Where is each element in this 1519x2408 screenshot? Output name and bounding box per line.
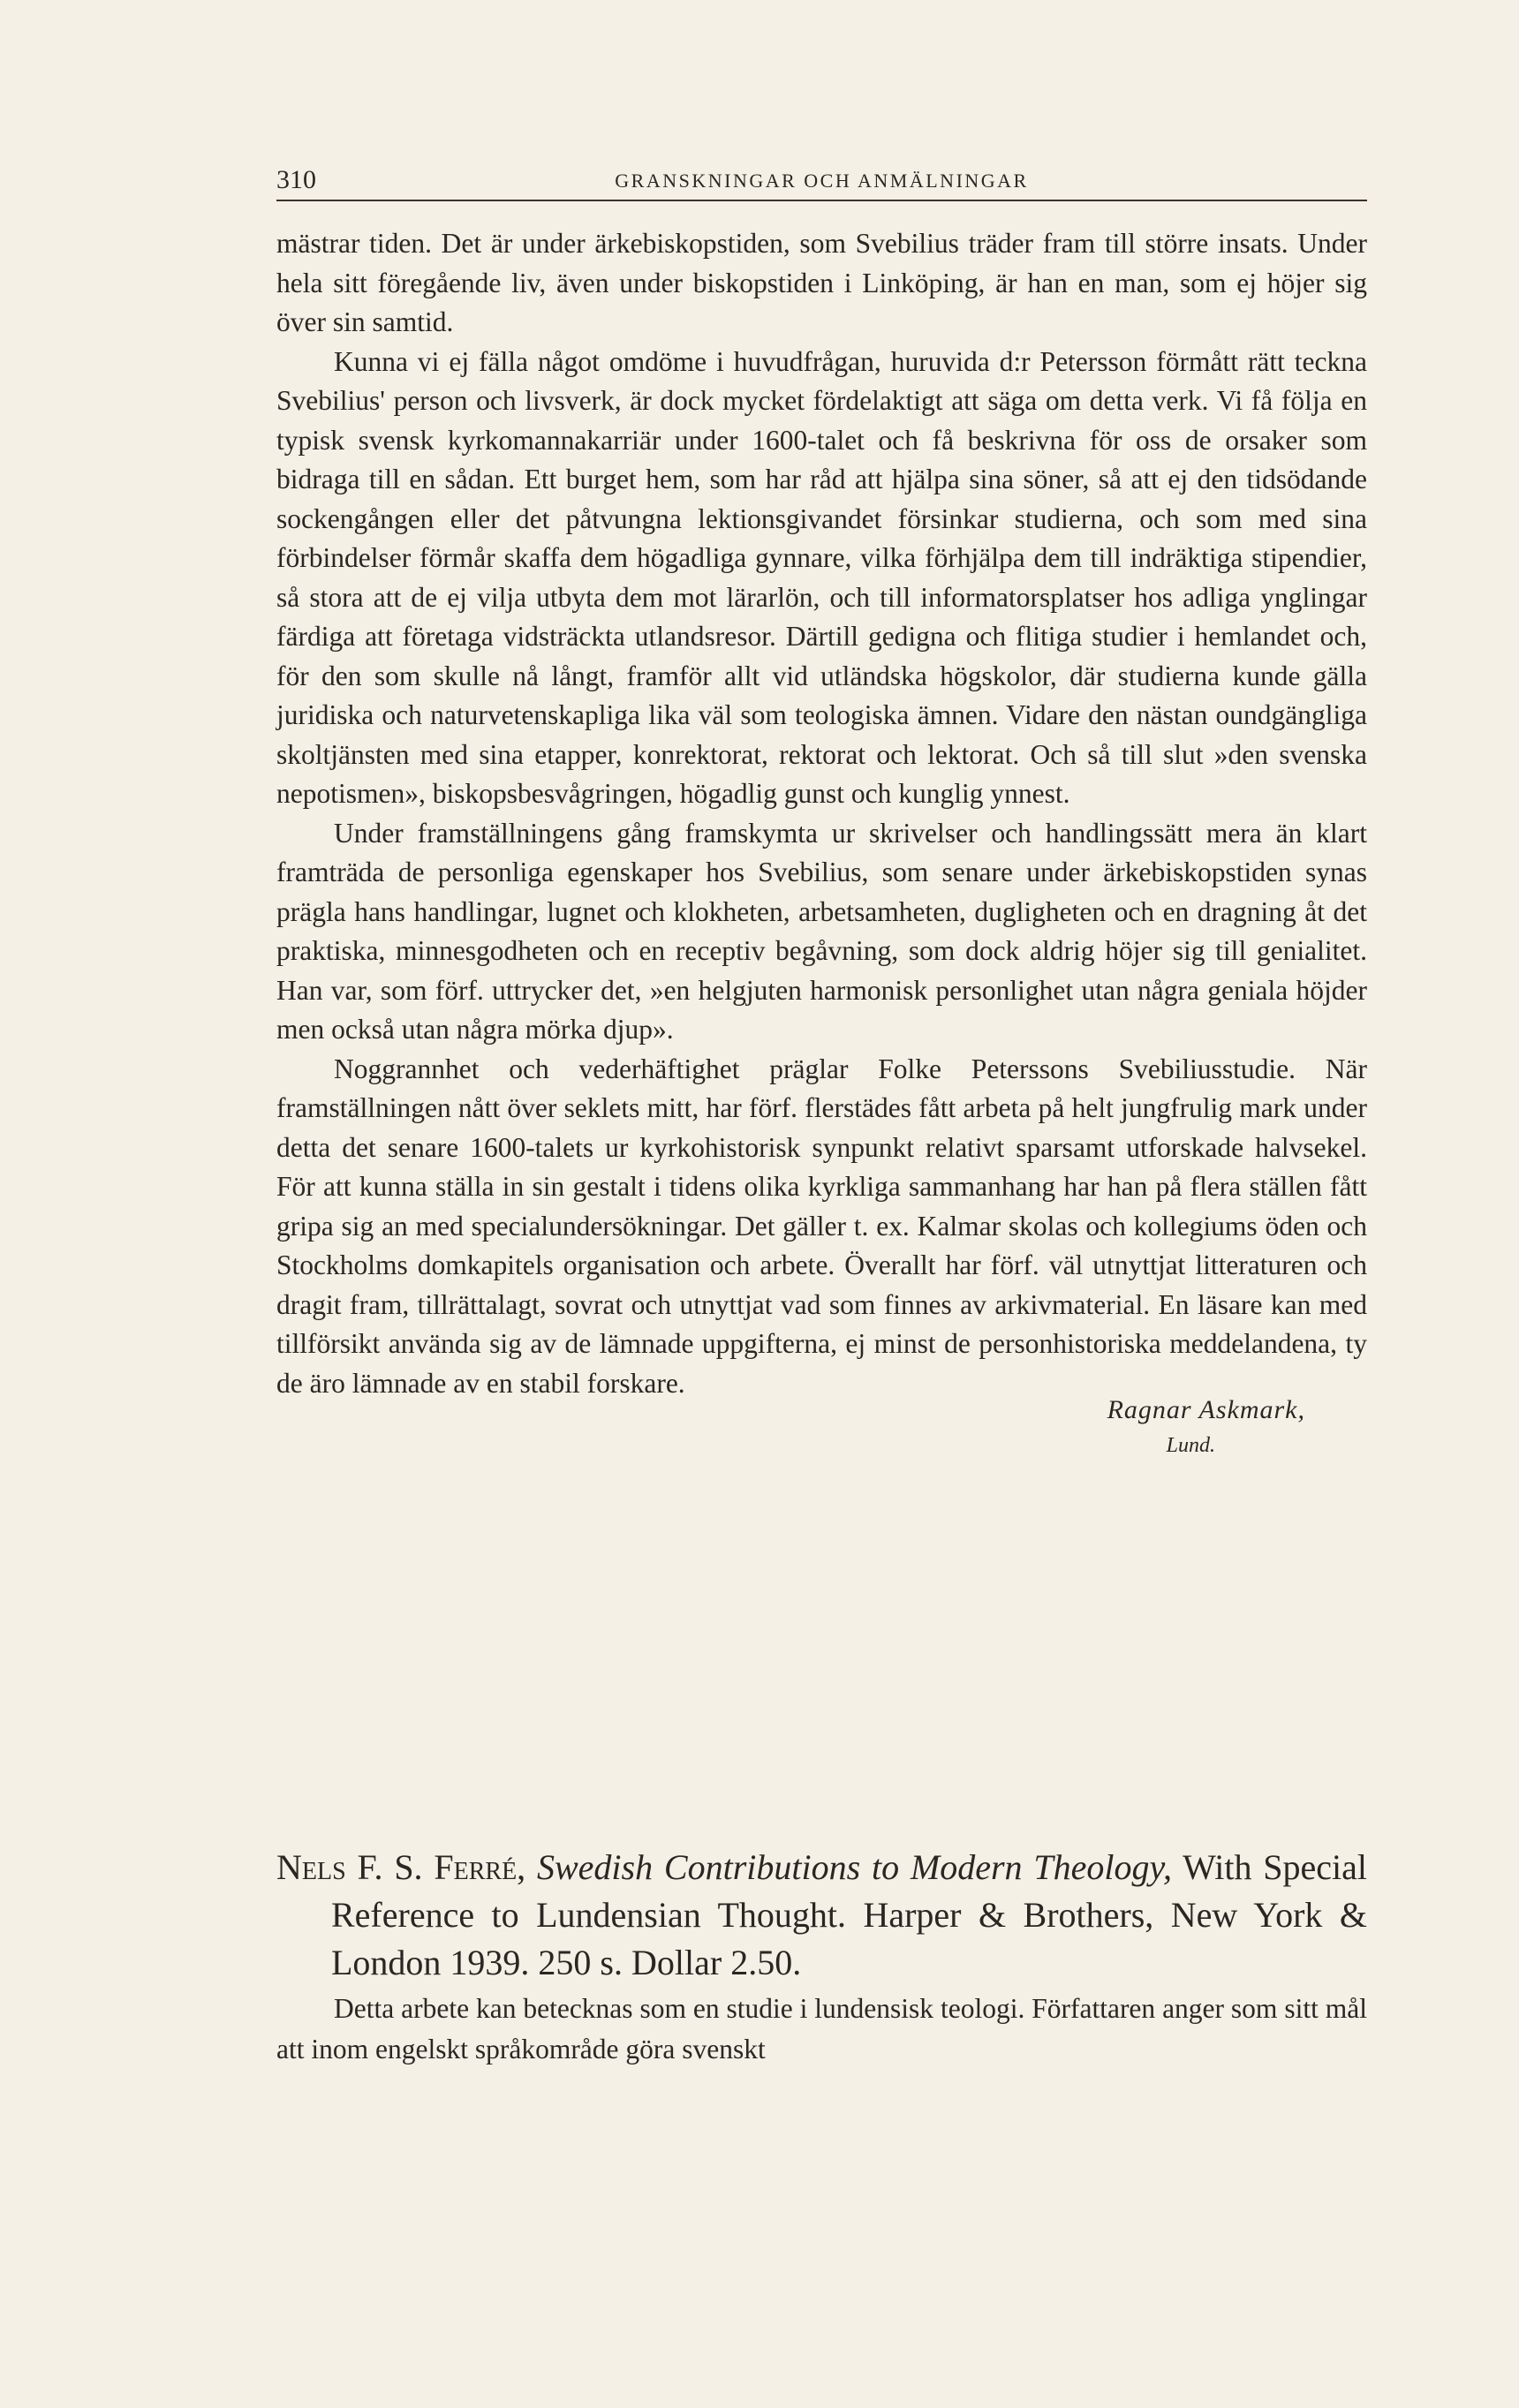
review-2-paragraph: Detta arbete kan betecknas som en studie i lundensisk teologi. Författaren anger som sitt mål att inom engelskt språkområde göra svenskt	[276, 1993, 1367, 2065]
running-head: GRANSKNINGAR OCH ANMÄLNINGAR	[615, 170, 1029, 192]
book-title: Swedish Contributions to Modern Theology,	[536, 1847, 1172, 1887]
paragraph-1: mästrar tiden. Det är under ärkebiskopstiden, som Svebilius träder fram till större insats. Under hela sitt föregående liv, även under biskopstiden i Linköping, är han en man, som ej höjer sig över sin samtid.	[276, 228, 1367, 337]
review-2-body	[276, 1989, 1367, 2070]
review-2-heading	[276, 1844, 1367, 1987]
paragraph-3: Under framställningens gång framskymta ur skrivelser och handlingssätt mera än klart framträda de personliga egenskaper hos Svebilius, som senare under ärkebiskopstiden synas prägla hans handlingar, lugnet och klokheten, arbetsamheten, dugligheten och en dragning åt det praktiska, minnesgodheten och en receptiv begåvning, som dock aldrig höjer sig till genialitet. Han var, som förf. uttrycker det, »en helgjuten harmonisk personlighet utan några geniala höjder men också utan några mörka djup».	[276, 817, 1367, 1045]
page-header	[276, 164, 1367, 201]
page-number: 310	[276, 165, 316, 194]
book-details: With Special Reference to Lundensian Thought. Harper & Brothers, New York & London 1939. 250 s. Dollar 2.50.	[331, 1847, 1368, 1982]
review-1	[276, 224, 1367, 1461]
reviewer-place: Lund.	[1166, 1434, 1215, 1457]
reviewer-signature: Ragnar Askmark,	[1107, 1395, 1305, 1424]
paragraph-2: Kunna vi ej fälla något omdöme i huvudfrågan, huruvida d:r Petersson förmått rätt teckna Svebilius' person och livsverk, är dock mycket fördelaktigt att säga om detta verk. Vi få följa en typisk svensk kyrkomannakarriär under 1600-talet och få beskrivna för oss de orsaker som bidraga till en sådan. Ett burget hem, som har råd att hjälpa sina söner, så att ej den tidsödande sockengången eller det påtvungna lektionsgivandet försinkar studierna, och som med sina förbindelser förmår skaffa dem högadliga gynnare, vilka förhjälpa dem till indräktiga stipendier, så stora att de ej vilja utbyta dem mot lärarlön, och till informatorsplatser hos adliga ynglingar färdiga att företaga vidsträckta utlandsresor. Därtill gedigna och flitiga studier i hemlandet och, för den som skulle nå långt, framför allt vid utländska högskolor, där studierna kunde gälla juridiska och naturvetenskapliga lika väl som teologiska ämnen. Vidare den nästan oundgängliga skoltjänsten med sina etapper, konrektorat, rektorat och lektorat. Och så till slut »den svenska nepotismen», biskopsbesvågringen, högadlig gunst och kunglig ynnest.	[276, 345, 1367, 809]
book-author: Nels F. S. Ferré,	[276, 1847, 526, 1887]
paragraph-4: Noggrannhet och vederhäftighet präglar Folke Peterssons Svebiliusstudie. När framställningen nått över seklets mitt, har förf. flerstädes fått arbeta på helt jungfrulig mark under detta det senare 1600-talets ur kyrkohistorisk synpunkt relativt sparsamt utforskade halvsekel. För att kunna ställa in sin gestalt i tidens olika kyrkliga sammanhang har han på flera ställen fått gripa sig an med specialundersökningar. Det gäller t. ex. Kalmar skolas och kollegiums öden och Stockholms domkapitels organisation och arbete. Överallt har förf. väl utnyttjat litteraturen och dragit fram, tillrättalagt, sovrat och utnyttjat vad som finnes av arkivmaterial. En läsare kan med tillförsikt använda sig av de lämnade uppgifterna, ej minst de personhistoriska meddelandena, ty de äro lämnade av en stabil forskare.	[276, 1053, 1367, 1399]
